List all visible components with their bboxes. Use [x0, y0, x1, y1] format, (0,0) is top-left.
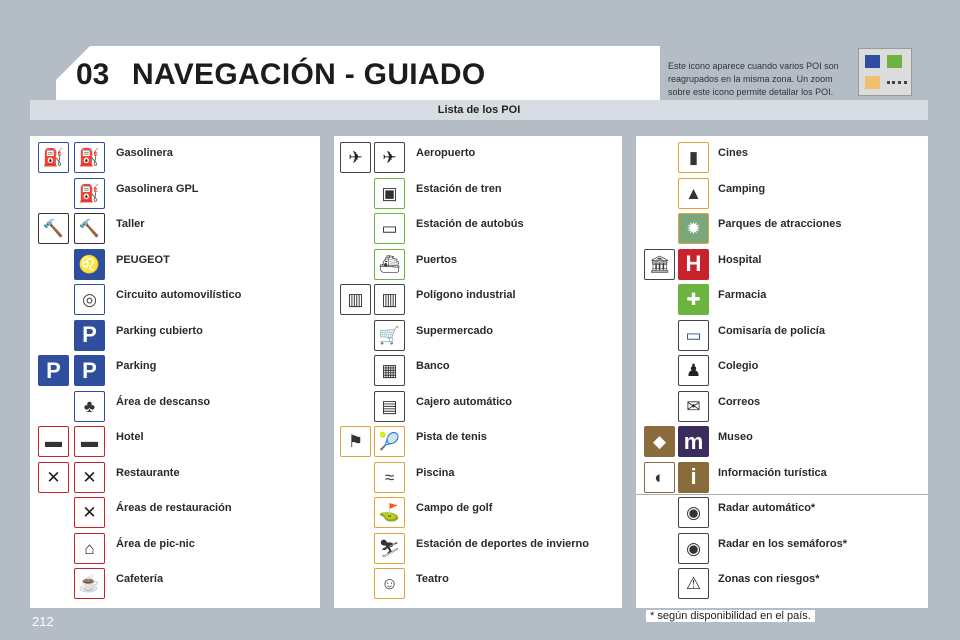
poi-label: Radar automático* — [718, 502, 816, 514]
picnic-icon: ⌂ — [74, 533, 105, 564]
poi-label: Área de pic-nic — [116, 537, 195, 550]
traffic-light-camera-icon: ◉ — [678, 533, 709, 564]
poi-label: Radar en los semáforos* — [718, 537, 847, 550]
poi-row — [30, 352, 320, 387]
airplane-icon: ✈ — [374, 142, 405, 173]
poi-row — [30, 246, 320, 281]
poi-row — [636, 317, 928, 352]
page-title: NAVEGACIÓN - GUIADO — [132, 58, 486, 91]
poi-column-2 — [334, 136, 622, 608]
info-rays-icon: ◐ — [644, 462, 675, 493]
poi-row — [334, 175, 622, 210]
tennis-player-icon: 🎾 — [374, 426, 405, 457]
poi-row — [334, 352, 622, 387]
poi-label: Hotel — [116, 431, 144, 443]
poi-label: Estación de deportes de invierno — [416, 537, 589, 550]
poi-label: Área de descanso — [116, 395, 211, 408]
poi-label: Parking cubierto — [116, 324, 203, 337]
poi-label: Camping — [718, 182, 766, 195]
poi-label: Pista de tenis — [416, 431, 487, 443]
amusement-park-icon: ✹ — [678, 213, 709, 244]
poi-row — [334, 388, 622, 423]
poi-label: Farmacia — [718, 289, 767, 301]
poi-label: Puertos — [416, 253, 457, 266]
poi-column-1 — [30, 136, 320, 608]
factory-icon: ▥ — [340, 284, 371, 315]
poi-label: Campo de golf — [416, 502, 493, 514]
ship-icon: ⛴ — [374, 249, 405, 280]
poi-column-3 — [636, 136, 928, 608]
theatre-icon: ☺ — [374, 568, 405, 599]
lpg-fuel-icon: ⛽ — [74, 178, 105, 209]
fuel-pump-icon: ⛽ — [38, 142, 69, 173]
peugeot-lion-icon: ♌ — [74, 249, 105, 280]
poi-row — [334, 494, 622, 529]
shopping-cart-icon: 🛒 — [374, 320, 405, 351]
roadside-restaurant-icon: ✕ — [74, 497, 105, 528]
poi-label: Estación de tren — [416, 182, 502, 195]
film-strip-icon: ▮ — [678, 142, 709, 173]
warning-triangle-icon: ⚠ — [678, 568, 709, 599]
bed-icon: ▬ — [38, 426, 69, 457]
skier-icon: ⛷ — [374, 533, 405, 564]
poi-label: Gasolinera — [116, 147, 173, 159]
poi-row — [636, 139, 928, 174]
swimmer-icon: ≈ — [374, 462, 405, 493]
fork-knife-icon: ✕ — [38, 462, 69, 493]
airport-pictogram-icon: ✈ — [340, 142, 371, 173]
pharmacy-cross-icon: ✚ — [678, 284, 709, 315]
museum-m-icon: m — [678, 426, 709, 457]
info-i-icon: i — [678, 462, 709, 493]
poi-row — [30, 565, 320, 600]
golf-icon: ⛳ — [374, 497, 405, 528]
poi-label: Taller — [116, 218, 145, 230]
poi-row — [334, 459, 622, 494]
museum-diamond-icon: ◆ — [644, 426, 675, 457]
tent-icon: ▲ — [678, 178, 709, 209]
bank-icon: ▦ — [374, 355, 405, 386]
poi-label: Cafetería — [116, 573, 164, 585]
poi-row — [334, 317, 622, 352]
bus-icon: ▭ — [374, 213, 405, 244]
poi-label: Aeropuerto — [416, 147, 476, 159]
poi-label: Áreas de restauración — [116, 502, 232, 514]
parking-icon: P — [74, 355, 105, 386]
poi-label: Hospital — [718, 253, 762, 266]
sports-icon: ⚑ — [340, 426, 371, 457]
poi-label: Cajero automático — [416, 395, 512, 408]
poi-row — [636, 210, 928, 245]
atm-icon: ▤ — [374, 391, 405, 422]
poi-label: Supermercado — [416, 324, 494, 337]
poi-row — [334, 210, 622, 245]
factory-icon: ▥ — [374, 284, 405, 315]
poi-row — [636, 246, 928, 281]
poi-label: Zonas con riesgos* — [718, 573, 820, 585]
police-icon: ▭ — [678, 320, 709, 351]
hospital-h-icon: H — [678, 249, 709, 280]
page-number: 212 — [32, 614, 54, 629]
poi-label: Información turística — [718, 466, 827, 479]
poi-row — [30, 317, 320, 352]
poi-row — [636, 494, 928, 529]
poi-label: Polígono industrial — [416, 289, 516, 301]
poi-row — [636, 530, 928, 565]
school-children-icon: ♟ — [678, 355, 709, 386]
train-icon: ▣ — [374, 178, 405, 209]
poi-row — [334, 281, 622, 316]
poi-row — [30, 139, 320, 174]
section-divider — [636, 494, 928, 495]
poi-row — [636, 281, 928, 316]
building-columns-icon: 🏛 — [644, 249, 675, 280]
poi-row — [334, 139, 622, 174]
poi-label: Parques de atracciones — [718, 218, 842, 230]
poi-label: Cines — [718, 147, 748, 159]
covered-parking-icon: P — [74, 320, 105, 351]
poi-row — [334, 423, 622, 458]
poi-row — [30, 175, 320, 210]
poi-row — [30, 530, 320, 565]
poi-label: Museo — [718, 431, 753, 443]
rest-area-icon: ♣ — [74, 391, 105, 422]
poi-row — [30, 459, 320, 494]
poi-label: Restaurante — [116, 466, 180, 479]
footnote: * según disponibilidad en el país. — [646, 610, 815, 622]
poi-row — [636, 565, 928, 600]
race-circuit-icon: ◎ — [74, 284, 105, 315]
poi-row — [334, 246, 622, 281]
fork-knife-icon: ✕ — [74, 462, 105, 493]
poi-row — [334, 530, 622, 565]
cluster-info-text: Este icono aparece cuando varios POI son reagrupados en la misma zona. Un zoom sobre este icono permite detallar los POI. — [668, 61, 839, 97]
poi-label: Banco — [416, 360, 450, 372]
poi-row — [30, 388, 320, 423]
hammer-icon: 🔨 — [74, 213, 105, 244]
poi-row — [30, 281, 320, 316]
poi-row — [30, 423, 320, 458]
bed-icon: ▬ — [74, 426, 105, 457]
chapter-number: 03 — [76, 58, 110, 91]
poi-label: Comisaría de policía — [718, 324, 825, 337]
poi-row — [636, 352, 928, 387]
poi-label: Teatro — [416, 573, 449, 585]
speed-camera-icon: ◉ — [678, 497, 709, 528]
poi-label: Estación de autobús — [416, 218, 524, 230]
parking-icon: P — [38, 355, 69, 386]
poi-label: PEUGEOT — [116, 253, 170, 266]
hammer-icon: 🔨 — [38, 213, 69, 244]
coffee-cup-icon: ☕ — [74, 568, 105, 599]
section-subtitle: Lista de los POI — [30, 100, 928, 120]
poi-row — [636, 388, 928, 423]
poi-label: Circuito automovilístico — [116, 289, 242, 301]
poi-label: Colegio — [718, 360, 759, 372]
poi-row — [636, 423, 928, 458]
poi-cluster-icon — [858, 48, 912, 96]
poi-row — [30, 494, 320, 529]
poi-row — [636, 175, 928, 210]
poi-row — [334, 565, 622, 600]
fuel-pump-icon: ⛽ — [74, 142, 105, 173]
poi-label: Correos — [718, 395, 761, 408]
envelope-icon: ✉ — [678, 391, 709, 422]
poi-row — [30, 210, 320, 245]
poi-label: Gasolinera GPL — [116, 182, 199, 195]
poi-label: Piscina — [416, 466, 455, 479]
poi-row — [636, 459, 928, 494]
poi-label: Parking — [116, 360, 157, 372]
